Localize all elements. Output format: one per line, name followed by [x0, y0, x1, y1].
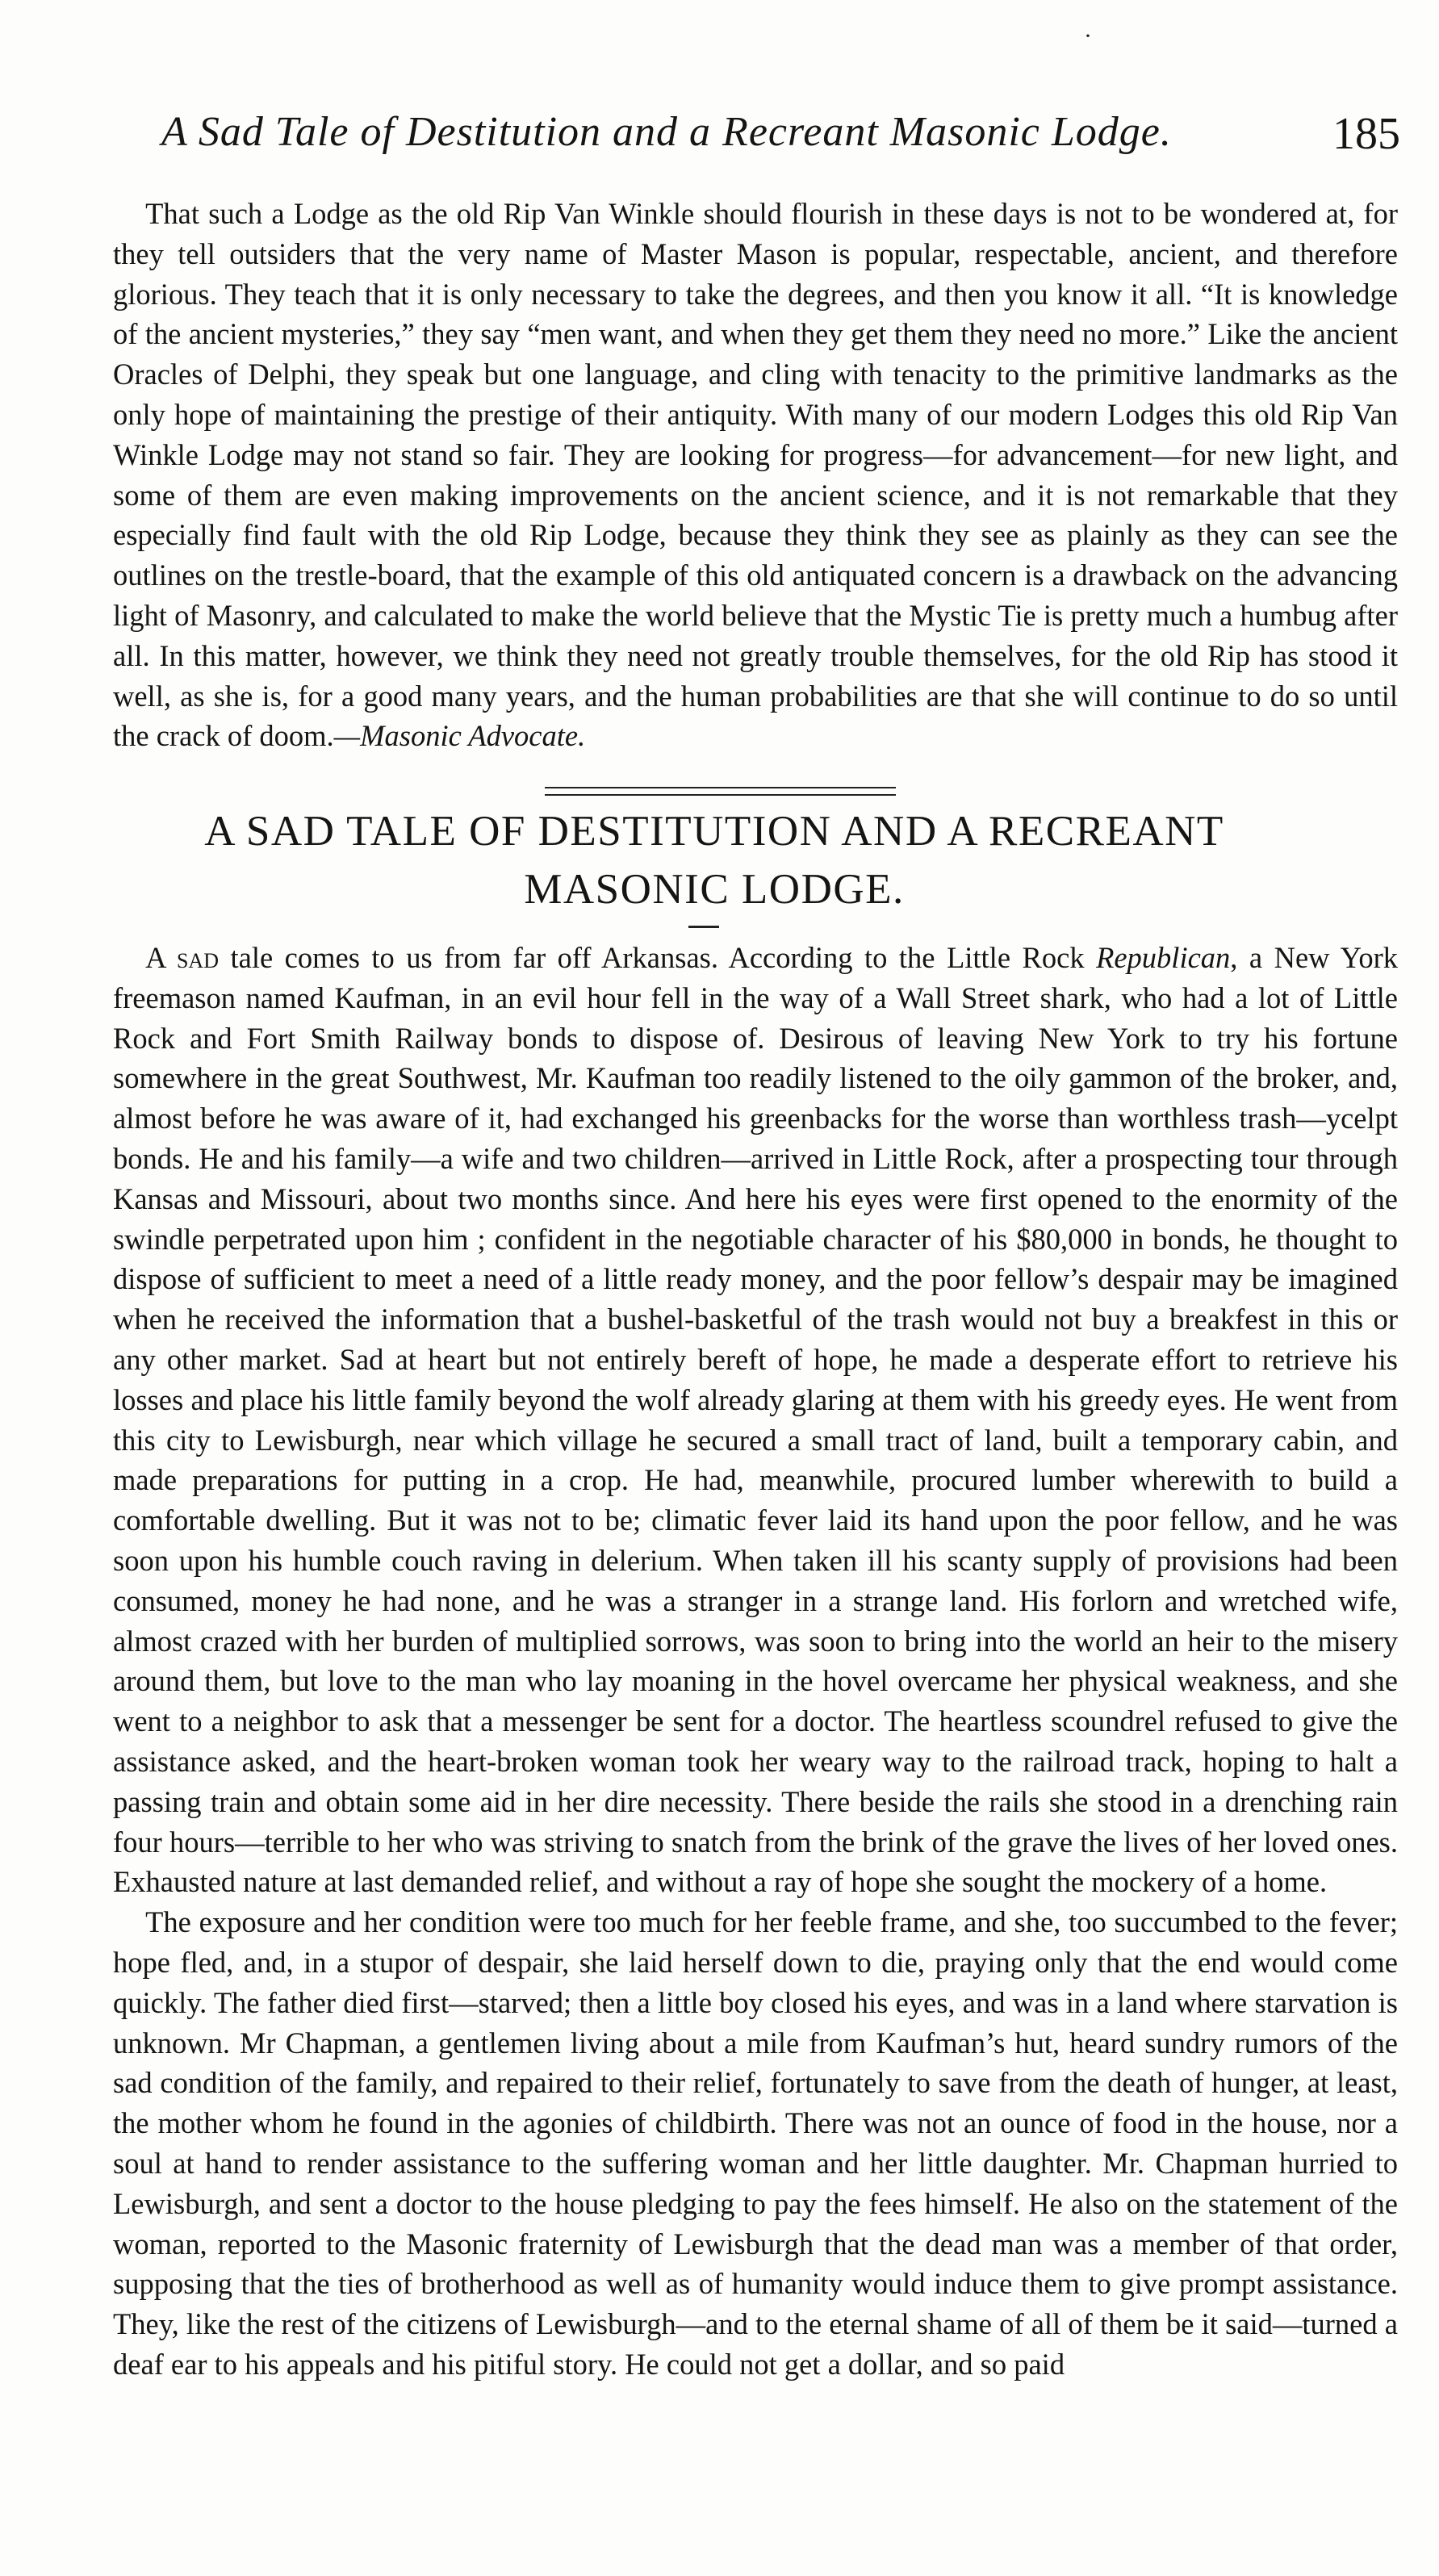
article-paragraph-1	[113, 938, 1398, 1902]
article-body	[113, 938, 1398, 2385]
article-separator-rule	[545, 787, 896, 796]
paragraph-1-part-b: , a New York freemason named Kaufman, in an evil hour fell in the way of a Wall Street shark, who had a lot of Little Rock and Fort Smith Railway bonds to dispose of. Desirous of leaving New York to try his fortune somewhere in the great Southwest, Mr. Kaufman too readily listened to the oily gammon of the broker, and, almost before he was aware of it, had exchanged his greenbacks for the worse than worthless trash—ycelpt bonds. He and his family—a wife and two children—arrived in Little Rock, after a prospecting tour through Kansas and Missouri, about two months since. And here his eyes were first opened to the enormity of the swindle perpetrated upon him ; confident in the negotiable character of his $80,000 in bonds, he thought to dispose of sufficient to meet a need of a little ready money, and the poor fellow’s despair may be imagined when he received the information that a bushel-basketful of the trash would not buy a breakfest in this or any other market. Sad at heart but not entirely bereft of hope, he made a desperate effort to retrieve his losses and place his little family beyond the wolf already glaring at them with his greedy eyes. He went from this city to Lewisburgh, near which village he secured a small tract of land, built a temporary cabin, and made preparations for putting in a crop. He had, meanwhile, procured lumber wherewith to build a comfortable dwelling. But it was not to be; climatic fever laid its hand upon the poor fellow, and he was soon upon his humble couch raving in delerium. When taken ill his scanty supply of provisions had been consumed, money he had none, and he was a stranger in a strange land. His forlorn and wretched wife, almost crazed with her burden of multiplied sorrows, was soon to bring into the world an heir to the misery around them, but love to the man who lay moaning in the hovel overcame her physical weakness, and she went to a neighbor to ask that a messenger be sent for a doctor. The heartless scoundrel refused to give the assistance asked, and the heart-broken woman took her weary way to the railroad track, hoping to halt a passing train and obtain some aid in her dire necessity. There beside the rails she stood in a drenching rain four hours—terrible to her who was striving to snatch from the brink of the grave the lives of her loved ones. Exhausted nature at last demanded relief, and without a ray of hope she sought the mockery of a home.	[113, 941, 1399, 1899]
page-speck: ·	[1084, 23, 1092, 49]
lead-word: A sad	[145, 941, 219, 974]
title-underline-rule	[688, 926, 719, 928]
article-title-line2: MASONIC LODGE.	[524, 866, 905, 913]
previous-article	[113, 194, 1398, 756]
newspaper-name: Republican	[1096, 941, 1231, 974]
paragraph-1-part-a: tale comes to us from far off Arkansas. According to the Little Rock	[219, 941, 1097, 974]
article-paragraph-2: The exposure and her condition were too much for her feeble frame, and she, too succumbed to the fever; hope fled, and, in a stupor of despair, she laid herself down to die, praying only that the end would come quickly. The father died first—starved; then a little boy closed his eyes, and was in a land where starvation is unknown. Mr Chapman, a gentlemen living about a mile from Kaufman’s hut, heard sundry rumors of the sad condition of the family, and repaired to their relief, fortunately to save from the death of hunger, at least, the mother whom he found in the agonies of childbirth. There was not an ounce of food in the house, nor a soul at hand to render assistance to the suffering woman and her little daughter. Mr. Chapman hurried to Lewisburgh, and sent a doctor to the house pledging to pay the fees himself. He also on the statement of the woman, reported to the Masonic fraternity of Lewisburgh that the dead man was a member of that order, supposing that the ties of brotherhood as well as of humanity would induce them to give prompt assistance. They, like the rest of the citizens of Lewisburgh—and to the eternal shame of all of them be it said—turned a deaf ear to his appeals and his pitiful story. He could not get a dollar, and so paid	[113, 1905, 1398, 2381]
article-title-line1: A SAD TALE OF DESTITUTION AND A RECREANT	[204, 808, 1224, 855]
running-head-title: A Sad Tale of Destitution and a Recreant Masonic Lodge.	[161, 109, 1172, 155]
running-head	[161, 109, 1400, 159]
previous-article-text: That such a Lodge as the old Rip Van Winkle should flourish in these days is not to be wondered at, for they tell outsiders that the very name of Master Mason is popular, respectable, ancient, and therefore glorious. They teach that it is only necessary to take the degrees, and then you know it all. “It is knowledge of the ancient mysteries,” they say “men want, and when they get them they need no more.” Like the ancient Oracles of Delphi, they speak but one language, and cling with tenacity to the primitive landmarks as the only hope of maintaining the prestige of their antiquity. With many of our modern Lodges this old Rip Van Winkle Lodge may not stand so fair. They are looking for progress—for advancement—for new light, and some of them are even making improvements on the ancient science, and it is not remarkable that they especially find fault with the old Rip Lodge, because they think they see as plainly as they can see the outlines on the trestle-board, that the example of this old antiquated concern is a drawback on the advancing light of Masonry, and calculated to make the world believe that the Mystic Tie is pretty much a humbug after all. In this matter, however, we think they need not greatly trouble themselves, for the old Rip has stood it well, as she is, for a good many years, and the human probabilities are that she will continue to do so until the crack of doom.	[113, 197, 1398, 753]
previous-article-source: —Masonic Advocate.	[333, 719, 586, 753]
page-number: 185	[1332, 109, 1400, 159]
previous-article-paragraph	[113, 194, 1398, 756]
